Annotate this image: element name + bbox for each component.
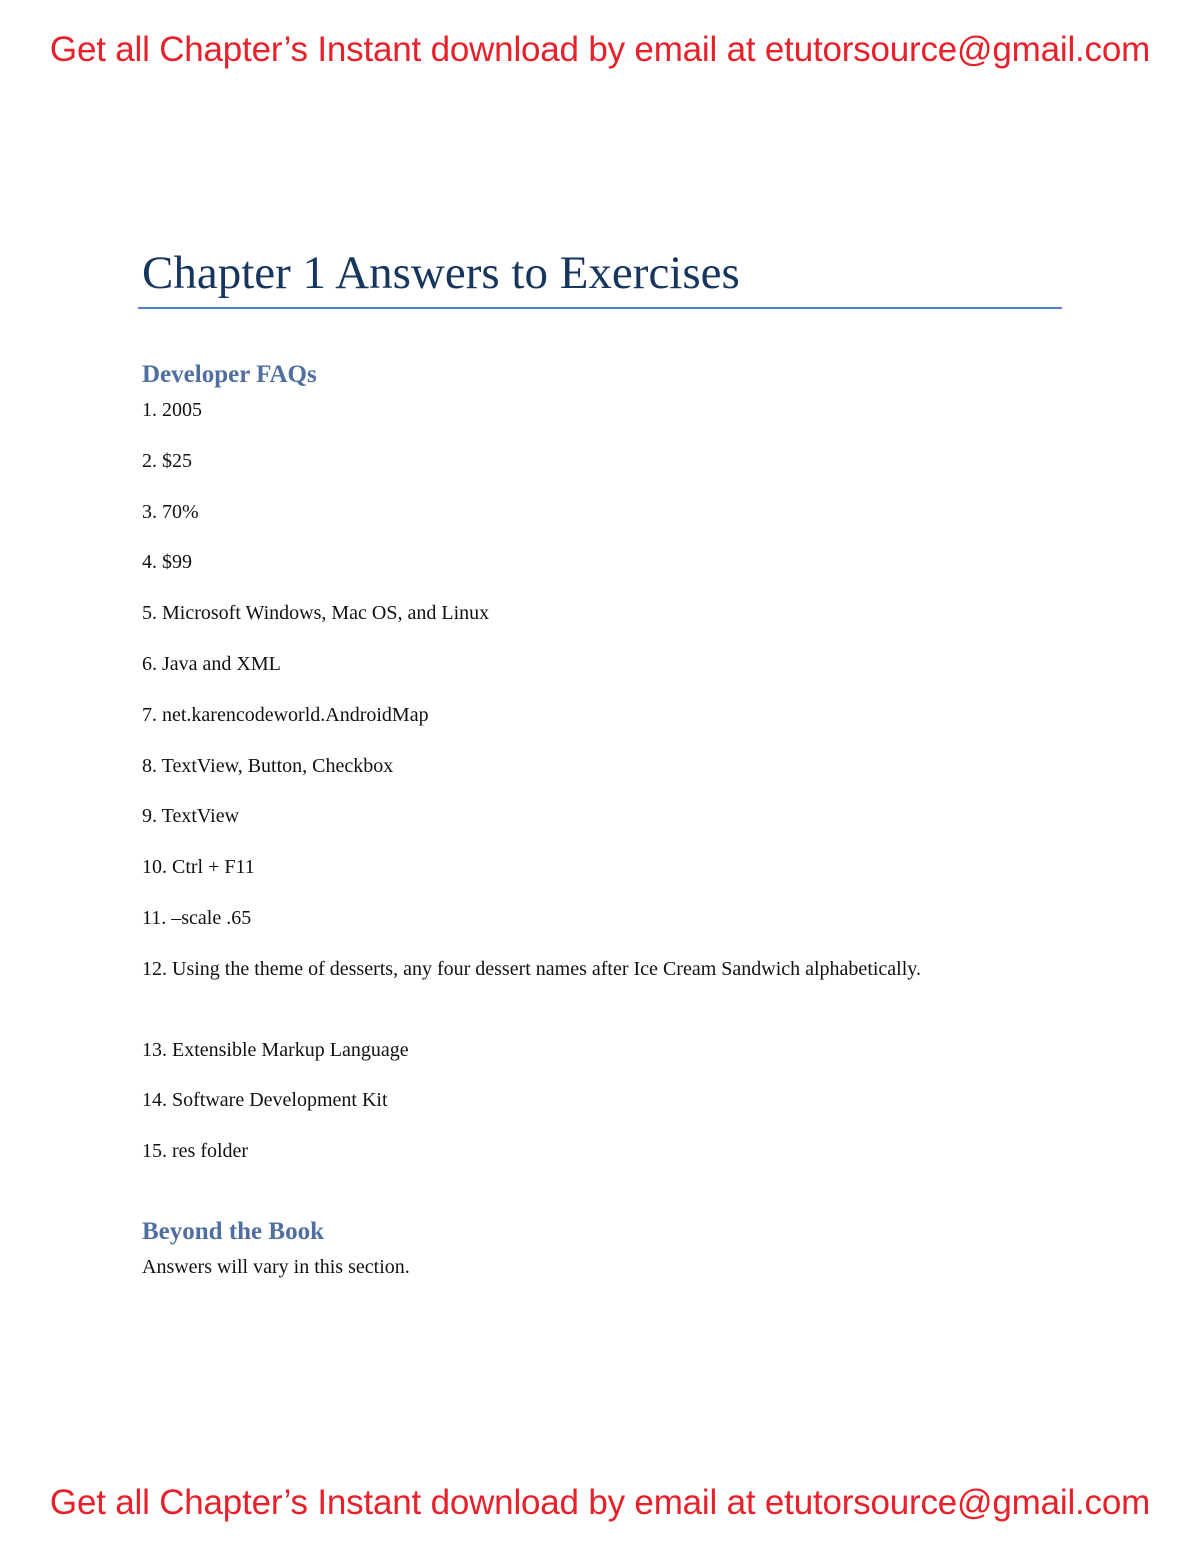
beyond-the-book-heading: Beyond the Book — [142, 1218, 324, 1245]
answer-item-12: 12. Using the theme of desserts, any four dessert names after Ice Cream Sandwich alphabetically. — [142, 957, 921, 980]
answer-item-3: 3. 70% — [142, 500, 199, 523]
title-divider — [138, 307, 1062, 309]
beyond-the-book-text: Answers will vary in this section. — [142, 1256, 410, 1278]
answer-item-15: 15. res folder — [142, 1140, 249, 1163]
answer-item-1: 1. 2005 — [142, 399, 202, 421]
answer-item-11: 11. –scale .65 — [142, 906, 252, 929]
answer-item-4: 4. $99 — [142, 551, 192, 574]
answer-item-6: 6. Java and XML — [142, 652, 281, 675]
promo-banner-bottom: Get all Chapter’s Instant download by email at etutorsource@gmail.com — [49, 1483, 1151, 1522]
developer-faqs-answer-list — [142, 395, 942, 1187]
chapter-title: Chapter 1 Answers to Exercises — [142, 247, 740, 299]
answer-item-9: 9. TextView — [142, 805, 240, 828]
answer-item-2: 2. $25 — [142, 449, 192, 472]
developer-faqs-heading: Developer FAQs — [142, 361, 317, 388]
answer-item-13: 13. Extensible Markup Language — [142, 1038, 409, 1061]
answer-item-10: 10. Ctrl + F11 — [142, 856, 255, 879]
answer-item-5: 5. Microsoft Windows, Mac OS, and Linux — [142, 602, 490, 625]
answer-item-8: 8. TextView, Button, Checkbox — [142, 754, 394, 777]
answer-item-14: 14. Software Development Kit — [142, 1089, 388, 1112]
answer-item-7: 7. net.karencodeworld.AndroidMap — [142, 703, 429, 726]
promo-banner-top: Get all Chapter’s Instant download by email at etutorsource@gmail.com — [49, 30, 1151, 69]
